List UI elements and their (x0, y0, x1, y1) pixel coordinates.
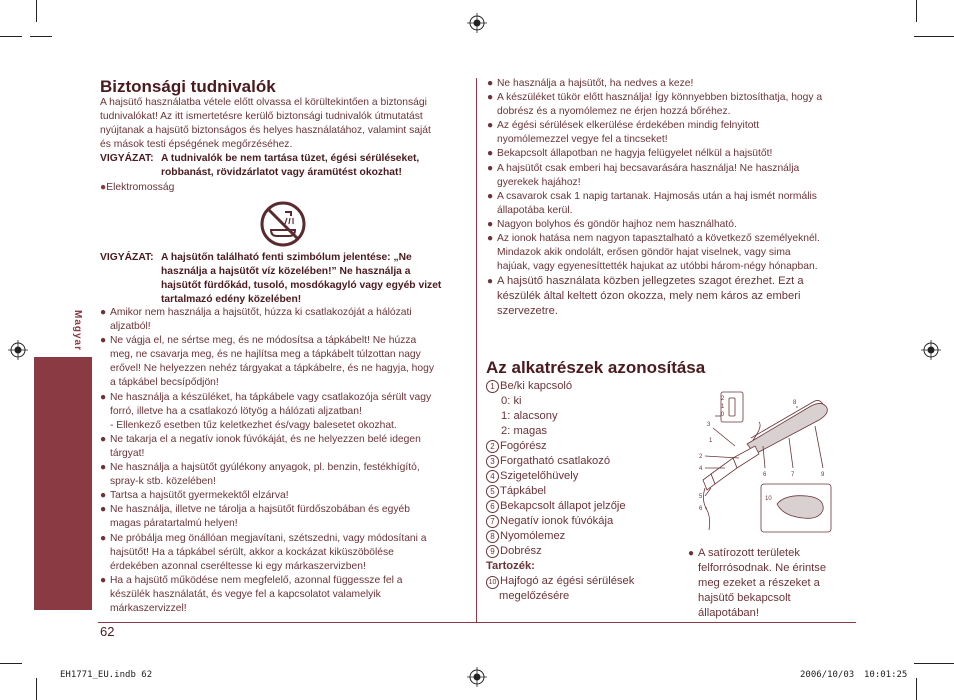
footer-time: 10:01:25 (864, 670, 908, 680)
part-item: 7 Negatív ionok fúvókája (486, 514, 686, 529)
part-item: 4 Szigetelőhüvely (486, 469, 686, 484)
part-item: 0: ki (501, 395, 522, 407)
svg-text:7: 7 (791, 472, 795, 478)
list-item: ● A csavarok csak 1 napig tartanak. Hajmosás után a haj ismét normális állapotába kerül. (487, 190, 817, 216)
list-item: ● Ne takarja el a negatív ionok fúvókáját, és ne helyezzen belé idegen tárgyat! (100, 433, 421, 459)
registration-mark-icon (467, 667, 487, 687)
crop-mark (36, 0, 37, 22)
svg-text:3: 3 (707, 422, 711, 428)
left-bullet-list (98, 306, 473, 616)
part-item: 3 Forgatható csatlakozó (486, 454, 686, 469)
list-item: ● Amikor nem használja a hajsütőt, húzza ki csatlakozóját a hálózati aljzatból! (100, 307, 412, 333)
list-item: ● Ne használja a készüléket, ha tápkábele vagy csatlakozója sérült vagy forró, illetve ha a csatlakozó lötyög a hálózati aljzatban! - Ellenkező esetben tűz keletkezhet és/vagy balesetet okozhat. (100, 391, 432, 431)
list-item: ● Ne használja, illetve ne tárolja a hajsütőt fürdőszobában és egyéb magas páratartalmú helyen! (100, 504, 410, 530)
safety-intro: A hajsütő használatba vétele előtt olvassa el körültekintően a biztonsági tudnivalókat! Az itt ismertetésre kerülő biztonsági tudnivalók útmutatást nyújtanak a hajsütő biztonságos és helyes használatához, valamint saját és mások testi épségének megőrzéséhez. (100, 97, 431, 151)
accessories-label: Tartozék: (486, 560, 535, 572)
list-item: ● Ne vágja el, ne sértse meg, és ne módosítsa a tápkábelt! Ne húzza meg, ne csavarja meg, és ne hajlítsa meg a tápkábelt túlzottan nagy erővel! Ne helyezzen nehéz tárgyakat a tápkábelre, és ne hagyja, hogy a tápkábel becsípődjön! (100, 335, 434, 389)
part-item: 9 Dobrész (486, 544, 686, 559)
safety-title: Biztonsági tudnivalók (100, 77, 276, 96)
crop-mark (914, 663, 954, 664)
crop-mark (916, 678, 917, 700)
svg-text:2: 2 (721, 396, 725, 402)
part-item: 8 Nyomólemez (486, 529, 686, 544)
footer-file: EH1771_EU.indb 62 (60, 670, 153, 680)
warning-text: A tudnivalók be nem tartása tüzet, égési sérüléseket, robbanást, rövidzárlatot vagy áramütést okozhat! (161, 153, 420, 179)
part-item: 10 Hajfogó az égési sérülések (486, 574, 686, 589)
list-item: ● Ne használja a hajsütőt gyúlékony anyagok, pl. benzin, festékhígító, spray-k stb. közelében! (100, 462, 420, 488)
crop-mark (30, 36, 52, 37)
curling-iron-illustration (693, 388, 863, 538)
registration-mark-icon (467, 13, 487, 33)
list-item: ● Ne próbálja meg önállóan megjavítani, szétszedni, vagy módosítani a hajsütőt! Ha a tápkábel sérült, akkor a kockázat kiküszöbölése érdekében azonnal cseréltesse ki egy márkaszervizben! (100, 532, 427, 572)
list-item: ● Nagyon bolyhos és göndör hajhoz nem használható. (487, 218, 737, 230)
svg-text:4: 4 (699, 466, 703, 472)
list-item: ● Tartsa a hajsütőt gyermekektől elzárva! (100, 490, 289, 502)
language-side-label: Magyar (72, 310, 83, 352)
part-item: 2: magas (501, 425, 548, 437)
footer-date: 2006/10/03 (800, 670, 855, 680)
svg-text:8: 8 (793, 400, 797, 406)
list-item: ● A hajsütő használata közben jellegzetes szagot érezhet. Ezt a készülék által keltett ózon okozza, mely nem káros az emberi szervezetre. (487, 275, 804, 318)
no-water-symbol-icon (259, 200, 307, 248)
crop-mark (0, 663, 22, 664)
bottom-rule (98, 622, 856, 623)
svg-text:6: 6 (699, 506, 703, 512)
crop-mark (914, 36, 954, 37)
warning-label: VIGYÁZAT: (100, 252, 154, 263)
list-item: ● Ha a hajsütő működése nem megfelelő, azonnal függessze fel a készülék használatát, és vegye fel a kapcsolatot valamelyik márkaszervizzel! (100, 574, 403, 614)
part-item: 2 Fogórész (486, 439, 686, 454)
list-item: ● Az ionok hatása nem nagyon tapasztalható a következő személyeknél. Mindazok akik ondolált, erősen göndör hajat viselnek, vagy sima hajúak, vagy egyenesíttették hajukat az utóbbi három-négy hónapban. (487, 233, 820, 273)
list-item: ● Ne használja a hajsütőt, ha nedves a keze! (487, 78, 694, 89)
part-item: megelőzésére (499, 590, 570, 602)
list-item: ● A hajsütőt csak emberi haj becsavarására használja! Ne használja gyerekek hajához! (487, 162, 800, 188)
crop-mark (36, 678, 37, 700)
svg-text:6: 6 (763, 472, 767, 478)
list-item: ● A készüléket tükör előtt használja! Így könnyebben biztosíthatja, hogy a dobrész és a nyomólemez ne érjen hozzá bőréhez. (487, 92, 823, 118)
svg-text:10: 10 (765, 496, 772, 502)
registration-mark-icon (8, 340, 28, 360)
svg-text:0: 0 (721, 412, 725, 418)
crop-mark (0, 36, 22, 37)
part-item: 6 Bekapcsolt állapot jelzője (486, 499, 686, 514)
part-item: 1: alacsony (501, 410, 558, 422)
svg-text:1: 1 (709, 438, 713, 444)
warning-label: VIGYÁZAT: (100, 153, 154, 164)
registration-mark-icon (921, 340, 941, 360)
list-item: ● Bekapcsolt állapotban ne hagyja felügyelet nélkül a hajsütőt! (487, 148, 773, 160)
warning-symbol-text: A hajsütőn található fenti szimbólum jelentése: „Ne használja a hajsütőt víz közelében!” Ne használja a hajsütőt fürdőkád, tusoló, mosdókagyló vagy egyéb vizet tartalmazó edény közelében! (161, 252, 442, 306)
part-item: 1 Be/ki kapcsoló (486, 379, 686, 394)
parts-list (486, 379, 686, 604)
part-item: 5 Tápkábel (486, 484, 686, 499)
page-number: 62 (100, 624, 115, 639)
electricity-heading: ●Elektromosság (100, 182, 175, 193)
right-bullet-list (485, 77, 857, 319)
svg-text:9: 9 (821, 472, 825, 478)
svg-text:2: 2 (699, 454, 703, 460)
crop-mark (916, 0, 917, 22)
language-side-tab (34, 357, 92, 610)
shaded-area-note: ● A satírozott területek felforrósodnak. Ne érintse meg ezeket a részeket a hajsütő bekapcsolt állapotában! (688, 547, 827, 619)
svg-text:1: 1 (721, 404, 725, 410)
list-item: ● Az égési sérülések elkerülése érdekében mindig felnyitott nyomólemezzel vegye fel a tincseket! (487, 120, 760, 146)
parts-title: Az alkatrészek azonosítása (486, 358, 706, 377)
svg-text:5: 5 (699, 494, 703, 500)
